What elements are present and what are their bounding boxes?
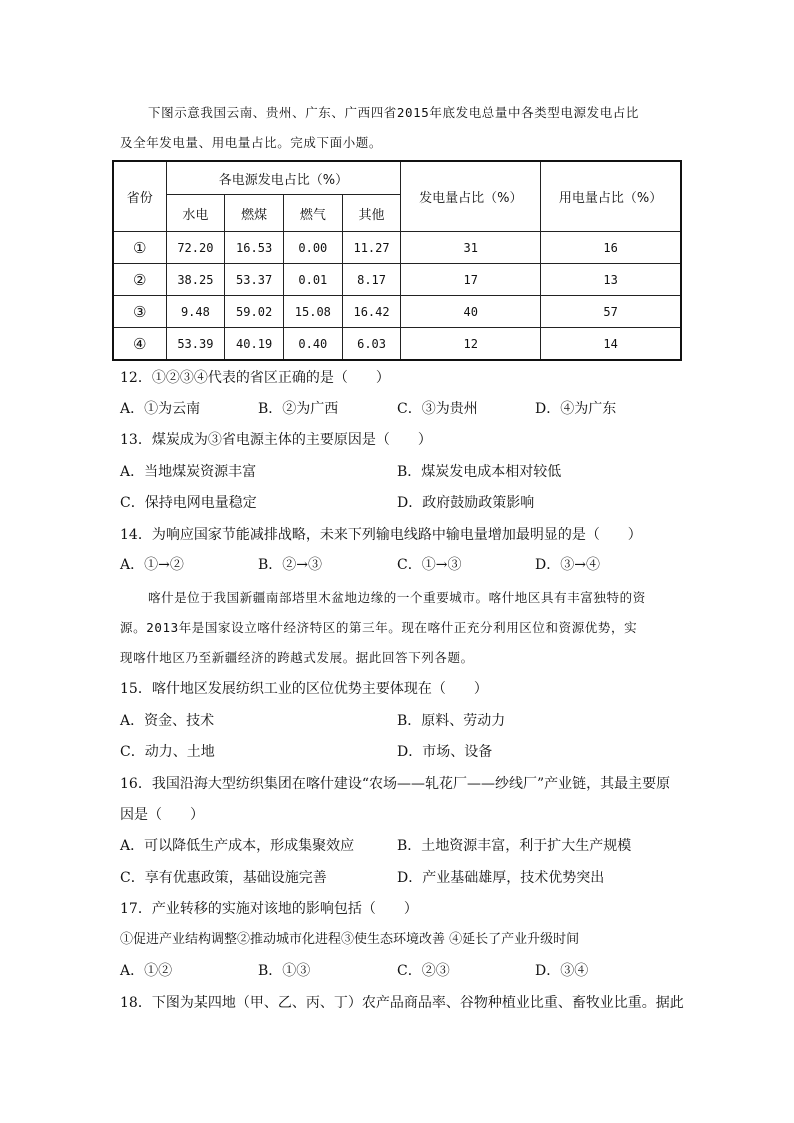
q16-stem-line-2: 因是（ ） xyxy=(120,807,204,823)
cell-gas: 0.00 xyxy=(283,232,342,264)
header-other: 其他 xyxy=(342,195,401,232)
cell-hydro: 38.25 xyxy=(166,264,225,296)
q12-option-d[interactable]: D．④为广东 xyxy=(535,401,617,417)
cell-coal: 53.37 xyxy=(225,264,284,296)
row-index: ③ xyxy=(113,296,166,328)
q15-option-d[interactable]: D．市场、设备 xyxy=(397,744,493,760)
q16-option-d[interactable]: D．产业基础雄厚，技术优势突出 xyxy=(397,870,605,886)
cell-generation: 12 xyxy=(401,328,541,361)
cell-coal: 16.53 xyxy=(225,232,284,264)
passage2-line-1: 喀什是位于我国新疆南部塔里木盆地边缘的一个重要城市。喀什地区具有丰富独特的资 xyxy=(148,590,646,605)
q15-option-b[interactable]: B．原料、劳动力 xyxy=(397,713,506,729)
q17-option-c[interactable]: C．②③ xyxy=(397,963,450,979)
cell-consumption: 13 xyxy=(541,264,681,296)
header-consumption-share: 用电量占比（%） xyxy=(541,161,681,232)
q14-option-b[interactable]: B．②→③ xyxy=(258,557,323,573)
q12-option-b[interactable]: B．②为广西 xyxy=(258,401,339,417)
cell-generation: 40 xyxy=(401,296,541,328)
table-row xyxy=(113,296,681,328)
q13-option-c[interactable]: C．保持电网电量稳定 xyxy=(120,495,257,511)
q14-stem: 14．为响应国家节能减排战略，未来下列输电线路中输电量增加最明显的是（ ） xyxy=(120,527,642,543)
power-generation-table xyxy=(112,160,682,361)
q16-option-a[interactable]: A．可以降低生产成本，形成集聚效应 xyxy=(120,838,355,854)
cell-consumption: 14 xyxy=(541,328,681,361)
row-index: ② xyxy=(113,264,166,296)
cell-generation: 17 xyxy=(401,264,541,296)
intro-line-2: 及全年发电量、用电量占比。完成下面小题。 xyxy=(120,135,383,150)
row-index: ① xyxy=(113,232,166,264)
cell-other: 8.17 xyxy=(342,264,401,296)
q15-option-a[interactable]: A．资金、技术 xyxy=(120,713,215,729)
q12-stem: 12．①②③④代表的省区正确的是（ ） xyxy=(120,370,390,386)
cell-other: 16.42 xyxy=(342,296,401,328)
cell-other: 11.27 xyxy=(342,232,401,264)
cell-gas: 0.01 xyxy=(283,264,342,296)
q17-option-a[interactable]: A．①② xyxy=(120,963,173,979)
q16-option-b[interactable]: B．土地资源丰富，利于扩大生产规模 xyxy=(397,838,632,854)
cell-coal: 59.02 xyxy=(225,296,284,328)
q12-option-a[interactable]: A．①为云南 xyxy=(120,401,201,417)
q17-stem: 17．产业转移的实施对该地的影响包括（ ） xyxy=(120,901,418,917)
cell-generation: 31 xyxy=(401,232,541,264)
q14-option-d[interactable]: D．③→④ xyxy=(535,557,600,573)
q14-option-c[interactable]: C．①→③ xyxy=(397,557,462,573)
cell-hydro: 72.20 xyxy=(166,232,225,264)
cell-hydro: 9.48 xyxy=(166,296,225,328)
table-row xyxy=(113,328,681,361)
q16-stem-line-1: 16．我国沿海大型纺织集团在喀什建设“农场——轧花厂——纱线厂”产业链，其最主要原 xyxy=(120,776,671,792)
q15-stem: 15．喀什地区发展纺织工业的区位优势主要体现在（ ） xyxy=(120,681,488,697)
q17-option-b[interactable]: B．①③ xyxy=(258,963,311,979)
cell-other: 6.03 xyxy=(342,328,401,361)
passage2-line-2: 源。2013年是国家设立喀什经济特区的第三年。现在喀什正充分利用区位和资源优势，实 xyxy=(120,620,638,635)
header-generation-share: 发电量占比（%） xyxy=(401,161,541,232)
table-row xyxy=(113,264,681,296)
q17-items: ①促进产业结构调整②推动城市化进程③使生态环境改善 ④延长了产业升级时间 xyxy=(120,932,580,947)
cell-coal: 40.19 xyxy=(225,328,284,361)
cell-gas: 0.40 xyxy=(283,328,342,361)
q17-option-d[interactable]: D．③④ xyxy=(535,963,589,979)
q16-option-c[interactable]: C．享有优惠政策，基础设施完善 xyxy=(120,870,327,886)
q13-stem: 13．煤炭成为③省电源主体的主要原因是（ ） xyxy=(120,432,432,448)
cell-gas: 15.08 xyxy=(283,296,342,328)
q18-stem: 18．下图为某四地（甲、乙、丙、丁）农产品商品率、谷物种植业比重、畜牧业比重。据此 xyxy=(120,995,684,1011)
cell-consumption: 57 xyxy=(541,296,681,328)
q13-option-b[interactable]: B．煤炭发电成本相对较低 xyxy=(397,464,562,480)
cell-hydro: 53.39 xyxy=(166,328,225,361)
header-gas: 燃气 xyxy=(283,195,342,232)
table-row xyxy=(113,232,681,264)
header-source-share: 各电源发电占比（%） xyxy=(166,161,401,195)
passage2-line-3: 现喀什地区乃至新疆经济的跨越式发展。据此回答下列各题。 xyxy=(120,650,474,665)
cell-consumption: 16 xyxy=(541,232,681,264)
row-index: ④ xyxy=(113,328,166,361)
q15-option-c[interactable]: C．动力、土地 xyxy=(120,744,215,760)
header-province: 省份 xyxy=(113,161,166,232)
q13-option-d[interactable]: D．政府鼓励政策影响 xyxy=(397,495,535,511)
q14-option-a[interactable]: A．①→② xyxy=(120,557,184,573)
intro-line-1: 下图示意我国云南、贵州、广东、广西四省2015年底发电总量中各类型电源发电占比 xyxy=(148,105,640,120)
header-coal: 燃煤 xyxy=(225,195,284,232)
q13-option-a[interactable]: A．当地煤炭资源丰富 xyxy=(120,464,257,480)
q12-option-c[interactable]: C．③为贵州 xyxy=(397,401,478,417)
header-hydro: 水电 xyxy=(166,195,225,232)
